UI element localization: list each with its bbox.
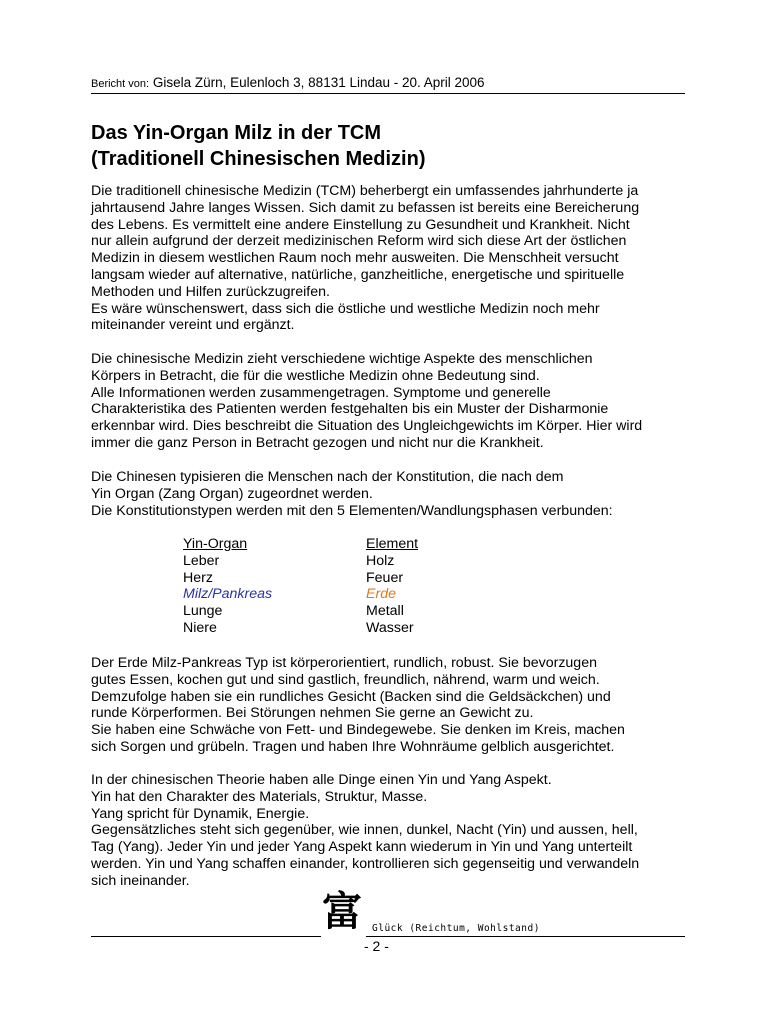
column-header-element: Element (366, 536, 419, 552)
text-line: Charakteristika des Patienten werden festgehalten bis ein Muster der Disharmonie (91, 401, 609, 418)
table-row-highlighted (183, 586, 418, 603)
text-line: miteinander vereint und ergänzt. (91, 317, 295, 334)
element-cell: Metall (366, 603, 404, 620)
element-cell: Holz (366, 552, 395, 569)
paragraph-intro (91, 183, 701, 334)
text-line: sich Sorgen und grübeln. Tragen und haben Ihre Wohnräume gelblich ausgerichtet. (91, 738, 615, 755)
report-header (91, 74, 685, 94)
title-line-2: (Traditionell Chinesischen Medizin) (91, 148, 426, 170)
text-line: Es wäre wünschenswert, dass sich die östliche und westliche Medizin noch mehr (91, 300, 600, 317)
text-line: runde Körperformen. Bei Störungen nehmen Sie gerne an Gewicht zu. (91, 705, 534, 722)
text-line: Tag (Yang). Jeder Yin und jeder Yang Aspekt kann wiederum in Yin und Yang unterteilt (91, 839, 633, 856)
table-row (183, 570, 418, 587)
text-line: Die traditionell chinesische Medizin (TCM) beherbergt ein umfassendes jahrhunderte ja (91, 183, 639, 199)
text-line: Gegensätzliches steht sich gegenüber, wie innen, dunkel, Nacht (Yin) und aussen, hell, (91, 822, 638, 839)
footer-divider-right (366, 936, 685, 937)
footer-caption: Glück (Reichtum, Wohlstand) (372, 923, 540, 934)
header-author-info: Gisela Zürn, Eulenloch 3, 88131 Lindau - 20. April 2006 (149, 75, 485, 90)
text-line: Die Chinesen typisieren die Menschen nach der Konstitution, die nach dem (91, 469, 564, 485)
text-line: Die Konstitutionstypen werden mit den 5 Elementen/Wandlungsphasen verbunden: (91, 502, 613, 519)
text-line: Der Erde Milz-Pankreas Typ ist körperorientiert, rundlich, robust. Sie bevorzugen (91, 655, 597, 671)
organ-cell-highlighted: Milz/Pankreas (183, 586, 273, 603)
table-row (183, 620, 418, 637)
text-line: sich ineinander. (91, 872, 190, 889)
table-header-row (183, 536, 418, 553)
header-prefix: Bericht von: (91, 78, 150, 90)
text-line: immer die ganz Person in Betracht gezogen und nicht nur die Krankheit. (91, 434, 544, 451)
text-line: Yin hat den Charakter des Materials, Struktur, Masse. (91, 788, 428, 805)
text-line: Yang spricht für Dynamik, Energie. (91, 805, 310, 822)
text-line: Methoden und Hilfen zurückzugreifen. (91, 283, 330, 300)
text-line: nur allein aufgrund der derzeit medizinischen Reform wird sich diese Art der östlichen (91, 233, 627, 250)
organ-cell: Leber (183, 552, 220, 569)
chinese-character-fu: 富 (322, 888, 362, 935)
text-line: Demzufolge haben sie ein rundliches Gesicht (Backen sind die Geldsäckchen) und (91, 688, 611, 705)
page-title (91, 120, 691, 172)
organ-cell: Niere (183, 619, 217, 636)
text-line: werden. Yin und Yang schaffen einander, kontrollieren sich gegenseitig und verwandeln (91, 855, 640, 872)
page-number: - 2 - (364, 938, 389, 954)
element-cell: Wasser (366, 619, 414, 636)
footer-divider-left (91, 936, 321, 937)
text-line: Die chinesische Medizin zieht verschiedene wichtige Aspekte des menschlichen (91, 351, 593, 367)
organ-cell: Herz (183, 569, 213, 586)
element-cell: Feuer (366, 569, 404, 586)
table-row (183, 603, 418, 620)
text-line: gutes Essen, kochen gut und sind gastlich, freundlich, nährend, warm und weich. (91, 671, 600, 688)
text-line: erkennbar wird. Dies beschreibt die Situation des Ungleichgewichts im Körper. Hier wird (91, 418, 643, 435)
text-line: Alle Informationen werden zusammengetragen. Symptome und generelle (91, 384, 551, 401)
paragraph-constitution (91, 469, 701, 519)
table-row (183, 553, 418, 570)
text-line: In der chinesischen Theorie haben alle Dinge einen Yin und Yang Aspekt. (91, 772, 552, 788)
text-line: langsam wieder auf alternative, natürliche, ganzheitliche, energetische und spirituelle (91, 266, 625, 283)
organ-element-table (183, 536, 418, 637)
paragraph-yin-yang (91, 772, 701, 890)
text-line: Yin Organ (Zang Organ) zugeordnet werden. (91, 485, 373, 502)
text-line: Sie haben eine Schwäche von Fett- und Bindegewebe. Sie denken im Kreis, machen (91, 722, 625, 739)
text-line: des Lebens. Es vermittelt eine andere Einstellung zu Gesundheit und Krankheit. Nicht (91, 216, 630, 233)
paragraph-aspects (91, 351, 701, 452)
text-line: Körpers in Betracht, die für die westliche Medizin ohne Bedeutung sind. (91, 367, 540, 384)
title-line-1: Das Yin-Organ Milz in der TCM (91, 122, 382, 144)
column-header-organ: Yin-Organ (183, 536, 248, 552)
text-line: Medizin in diesem westlichen Raum noch mehr ausweiten. Die Menschheit versucht (91, 250, 619, 267)
paragraph-earth-type (91, 655, 701, 756)
element-cell-highlighted: Erde (366, 586, 396, 603)
text-line: jahrtausend Jahre langes Wissen. Sich damit zu befassen ist bereits eine Bereicherung (91, 199, 640, 216)
organ-cell: Lunge (183, 603, 223, 620)
